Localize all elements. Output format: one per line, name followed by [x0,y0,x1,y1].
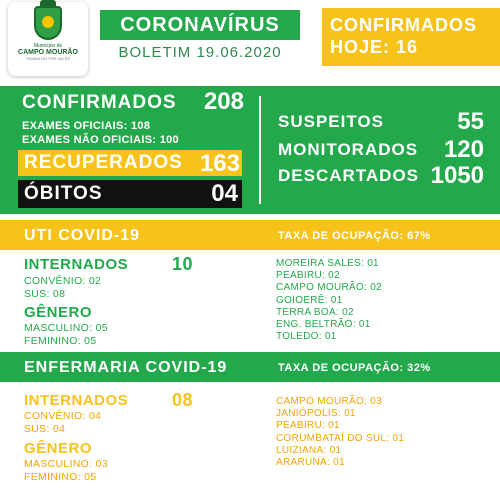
municipality-logo [8,2,88,76]
suspeitos-label: SUSPEITOS [278,112,384,131]
enfermaria-feminino: FEMININO: 05 [24,471,97,483]
list-item: PEABIRU: 02 [276,270,340,282]
uti-feminino: FEMININO: 05 [24,335,97,347]
uti-sus: SUS: 08 [24,288,66,300]
uti-taxa: TAXA DE OCUPAÇÃO: 67% [278,230,431,242]
confirmados-hoje-line2: HOJE: 16 [330,37,419,57]
uti-convenio: CONVÊNIO: 02 [24,275,102,287]
enfermaria-sus: SUS: 04 [24,423,66,435]
list-item: JANIÓPOLIS: 01 [276,408,356,420]
enfermaria-internados-label: INTERNADOS [24,392,129,409]
confirmados-value: 208 [203,88,244,115]
list-item: MOREIRA SALES: 01 [276,258,379,269]
enfermaria-taxa: TAXA DE OCUPAÇÃO: 32% [278,362,431,374]
logo-line3: TRABALHO PRA VALER [25,56,71,61]
list-item: TOLEDO: 01 [276,331,337,343]
list-item: GOIOERÊ: 01 [276,294,343,306]
logo-line1: Município de [33,43,63,49]
list-item: TERRA BOA: 02 [276,306,354,318]
list-item: CAMPO MOURÃO: 03 [276,396,382,407]
logo-line2: CAMPO MOURÃO [18,49,78,56]
exames-oficiais: EXAMES OFICIAIS: 108 [22,120,151,132]
uti-genero-label: GÊNERO [24,304,93,321]
enfermaria-genero-label: GÊNERO [24,440,93,457]
uti-internados-value: 10 [172,254,194,274]
bulletin-date: BOLETIM 19.06.2020 [118,44,282,61]
descartados-label: DESCARTADOS [278,166,420,185]
monitorados-value: 120 [443,136,484,163]
enfermaria-convenio: CONVÊNIO: 04 [24,410,102,422]
obitos-value: 04 [211,180,238,207]
confirmados-hoje-line1: CONFIRMADOS [330,15,477,35]
confirmados-hoje-badge [322,8,500,66]
exames-nao-oficiais: EXAMES NÃO OFICIAIS: 100 [22,134,179,146]
suspeitos-value: 55 [457,108,484,135]
obitos-label: ÓBITOS [24,183,103,204]
uti-title: UTI COVID-19 [24,227,141,244]
confirmados-label: CONFIRMADOS [22,92,177,113]
list-item: CAMPO MOURÃO: 02 [276,282,382,294]
list-item: PEABIRU: 01 [276,420,340,432]
list-item: CORUMBATAÍ DO SUL: 01 [276,432,405,444]
uti-masculino: MASCULINO: 05 [24,322,108,334]
uti-city-list [276,258,382,343]
list-item: LUIZIANA: 01 [276,444,342,456]
uti-internados-label: INTERNADOS [24,256,129,273]
recuperados-value: 163 [199,150,240,177]
recuperados-label: RECUPERADOS [24,152,183,173]
enfermaria-internados-value: 08 [172,390,194,410]
enfermaria-masculino: MASCULINO: 03 [24,458,108,470]
coat-of-arms-icon [34,6,62,40]
enfermaria-title: ENFERMARIA COVID-19 [24,359,228,376]
list-item: ENG. BELTRÃO: 01 [276,319,371,331]
summary-divider [259,96,261,204]
page-title: CORONAVÍRUS [100,10,300,40]
list-item: ARARUNA: 01 [276,457,345,469]
enfermaria-city-list [276,396,404,469]
descartados-value: 1050 [430,162,484,189]
monitorados-label: MONITORADOS [278,140,419,159]
